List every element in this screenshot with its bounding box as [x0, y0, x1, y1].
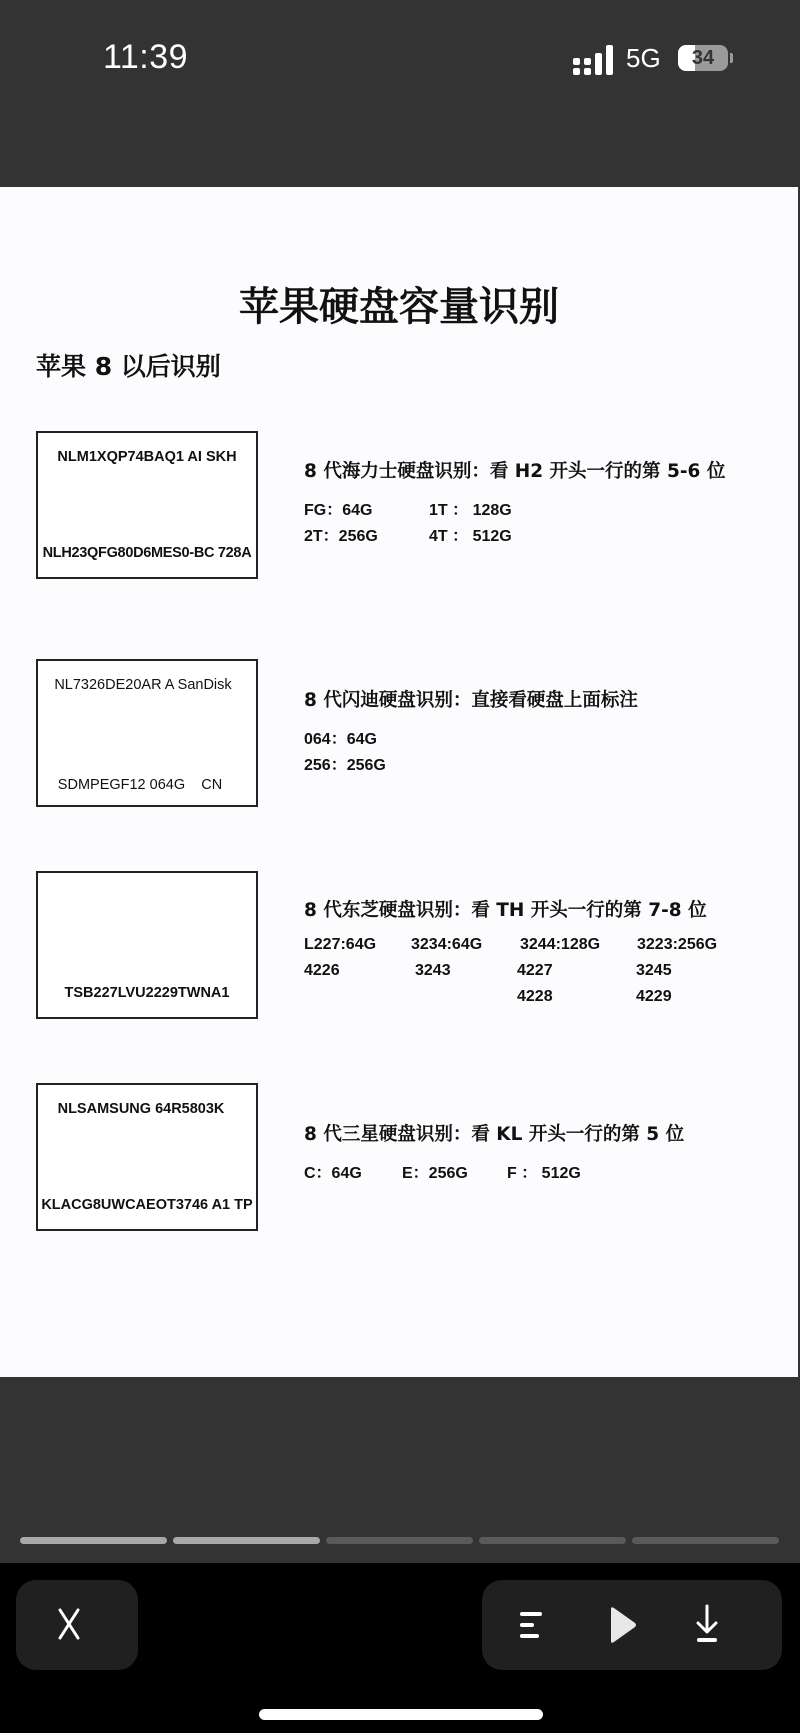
chip-label-samsung	[36, 1083, 258, 1231]
network-type: 5G	[626, 43, 661, 73]
status-bar	[0, 0, 800, 187]
chip-line-top: NL7326DE20AR A SanDisk	[54, 677, 232, 693]
info-cell: 064：64G	[304, 731, 377, 748]
cellular-signal-icon	[573, 45, 617, 75]
info-row	[304, 988, 784, 1014]
info-row	[304, 962, 784, 988]
info-cell: L227:64G	[304, 936, 377, 953]
info-cell: 3245	[636, 962, 672, 979]
info-cell: 4228	[517, 988, 553, 1005]
chip-label-hynix	[36, 431, 258, 579]
info-cell: FG：64G	[304, 502, 373, 519]
battery-nub	[730, 53, 733, 63]
section-subtitle: 苹果 8 以后识别	[36, 352, 221, 381]
status-time: 11:39	[103, 38, 189, 76]
info-cell: 4227	[517, 962, 553, 979]
info-cell: 3244:128G	[520, 936, 601, 953]
play-button[interactable]	[597, 1600, 647, 1650]
battery-icon	[678, 45, 728, 71]
info-heading: 8 代东芝硬盘识别：看 TH 开头一行的第 7-8 位	[304, 900, 707, 921]
document-page[interactable]	[0, 187, 798, 1377]
chip-line-top: NLM1XQP74BAQ1 AI SKH	[57, 449, 237, 465]
chip-line-bottom: KLACG8UWCAEOT3746 A1 TP	[41, 1197, 253, 1213]
info-row	[304, 936, 784, 962]
progress-segment-5[interactable]	[632, 1537, 779, 1544]
info-row	[304, 752, 784, 778]
list-icon	[510, 1600, 560, 1650]
chip-label-sandisk	[36, 659, 258, 807]
info-cell: 3243	[415, 962, 451, 979]
info-cell: F ： 512G	[507, 1165, 581, 1182]
progress-segment-3[interactable]	[326, 1537, 473, 1544]
action-buttons-group	[482, 1580, 782, 1670]
info-heading: 8 代三星硬盘识别：看 KL 开头一行的第 5 位	[304, 1124, 685, 1145]
info-row	[304, 497, 784, 523]
info-heading: 8 代闪迪硬盘识别：直接看硬盘上面标注	[304, 690, 638, 711]
play-icon	[597, 1600, 647, 1650]
chip-line-bottom: NLH23QFG80D6MES0-BC 728A	[42, 545, 252, 561]
info-heading: 8 代海力士硬盘识别：看 H2 开头一行的第 5-6 位	[304, 461, 726, 482]
info-samsung	[304, 1120, 784, 1186]
chip-label-toshiba	[36, 871, 258, 1019]
progress-segment-2[interactable]	[173, 1537, 320, 1544]
chip-line-bottom: SDMPEGF12 064G CN	[57, 777, 223, 793]
story-progress-indicator	[20, 1537, 780, 1544]
battery-percent: 34	[691, 47, 715, 69]
page-title: 苹果硬盘容量识别	[239, 284, 559, 330]
download-icon	[682, 1600, 732, 1650]
home-indicator[interactable]	[259, 1709, 543, 1720]
bottom-toolbar	[0, 1563, 800, 1733]
info-cell: 4226	[304, 962, 340, 979]
info-cell: 4T ： 512G	[429, 528, 512, 545]
chip-line-top: NLSAMSUNG 64R5803K	[57, 1101, 225, 1117]
progress-segment-4[interactable]	[479, 1537, 626, 1544]
info-hynix	[304, 457, 784, 549]
close-icon	[16, 1580, 138, 1670]
info-row	[304, 726, 784, 752]
info-cell: 2T：256G	[304, 528, 378, 545]
chip-line-bottom: TSB227LVU2229TWNA1	[64, 985, 230, 1001]
info-cell: E：256G	[402, 1165, 468, 1182]
menu-button[interactable]	[510, 1600, 560, 1650]
info-sandisk	[304, 686, 784, 778]
info-cell: C：64G	[304, 1165, 362, 1182]
info-row	[304, 523, 784, 549]
info-cell: 4229	[636, 988, 672, 1005]
info-cell: 3234:64G	[411, 936, 483, 953]
info-cell: 1T ： 128G	[429, 502, 512, 519]
info-cell: 3223:256G	[637, 936, 718, 953]
close-button[interactable]	[16, 1580, 138, 1670]
info-cell: 256：256G	[304, 757, 386, 774]
progress-segment-1[interactable]	[20, 1537, 167, 1544]
info-row	[304, 1160, 784, 1186]
info-toshiba	[304, 896, 784, 1014]
download-button[interactable]	[682, 1600, 732, 1650]
